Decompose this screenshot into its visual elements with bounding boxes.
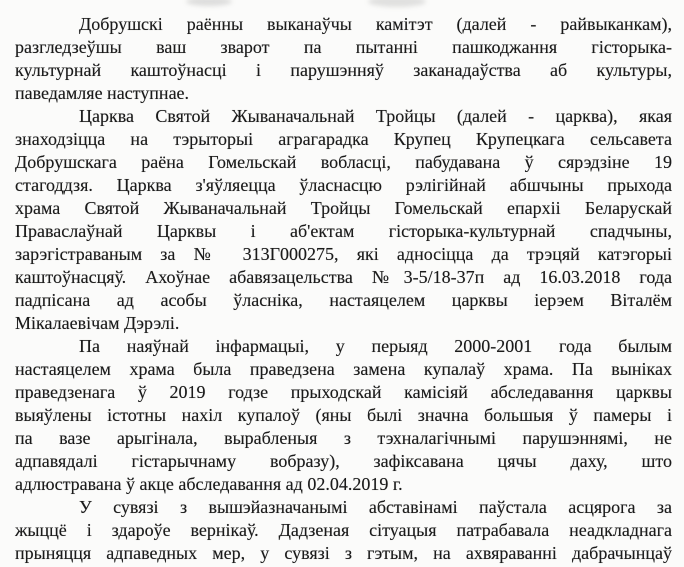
text-line: настаяцелем храма была праведзена замена купалаў храма. Па выніках [15,359,672,379]
text-line: Царква Святой Жываначальнай Тройцы (далей - царква), якая [79,106,672,126]
text-line: знаходзіцца на тэрыторыі аграгарадка Крупец Крупецкага сельсавета [15,129,672,149]
text-line: Праваслаўнай Царквы і аб'ектам гісторыка-культурнай спадчыны, [15,221,672,241]
text-line: зарэгістраваным за № 313Г000275, які адносіцца да трэцяй катэгорыі [15,244,672,264]
text-line: разгледзеўшы ваш зварот па пытанні пашкоджання гісторыка- [15,37,672,57]
text-line: па вазе арыгінала, вырабленыя з тэхналагічнымі парушэннямі, не [15,428,672,448]
text-line: адлюстравана ў акце абследавання ад 02.04.2019 г. [15,474,403,494]
text-line: жыццё і здароўе вернікаў. Дадзеная сітуацыя патрабавала неадкладнага [15,520,672,540]
paragraph-1 [15,13,672,105]
text-line: Добрушскага раёна Гомельскай вобласці, пабудавана ў сярэдзіне 19 [15,152,672,172]
text-line: культурнай каштоўнасці і парушэнняў заканадаўства аб культуры, [15,60,672,80]
text-line: У сувязі з вышэйазначанымі абставінамі паўстала асцярога за [79,497,672,517]
paragraph-3 [15,335,672,496]
text-line: выяўлены істотны нахіл купалоў (яны былі значна большыя ў памеры і [15,405,672,425]
text-line: адпавядалі гістарычнаму вобразу), зафіксавана цячы даху, што [15,451,672,471]
text-line: падпісана ад асобы ўласніка, настаяцелем царквы іерэем Віталём [15,290,672,310]
text-line: паведамляе наступнае. [15,83,190,103]
scan-artifact [186,0,232,6]
text-line: прыняцця адпаведных мер, у сувязі з гэтым, на ахвяраванні дабрачынцаў [15,543,672,563]
text-line: храма Святой Жываначальнай Тройцы Гомельскай епархіі Беларускай [15,198,672,218]
paragraph-2 [15,105,672,335]
text-line: Мікалаевічам Дэрэлі. [15,313,180,333]
scan-artifact [368,0,426,7]
text-line: стагоддзя. Царква з'яўляецца ўласнасцю рэлігійнай абшчыны прыхода [15,175,672,195]
text-line: Добрушскі раённы выканаўчы камітэт (далей - райвыканкам), [79,14,672,34]
text-line: Па наяўнай інфармацыі, у перыяд 2000-2001 года былым [79,336,672,356]
text-line: каштоўнасцяў. Ахоўнае абавязацельства №3-5/18-37п ад 16.03.2018 года [15,267,672,287]
text-line: праведзенага ў 2019 годзе прыходскай камісіяй абследавання царквы [15,382,672,402]
paragraph-4 [15,496,672,565]
